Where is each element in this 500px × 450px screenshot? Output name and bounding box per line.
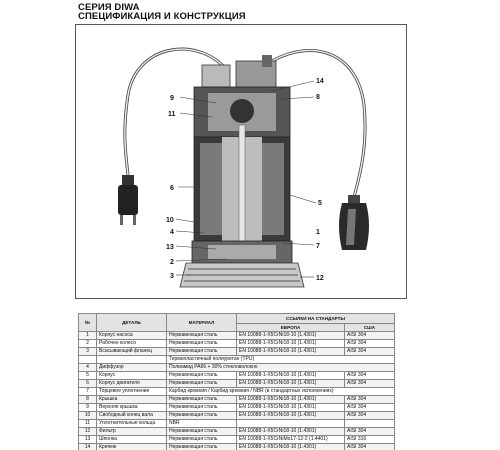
header-usa: США: [345, 324, 395, 332]
table-row: [79, 444, 395, 450]
cell-num: 12: [79, 428, 97, 436]
cell-material: Нержавеющая сталь: [167, 404, 237, 412]
table-row: [79, 412, 395, 420]
cell-detail: Крепеж: [97, 444, 167, 450]
cell-europe: EN 10088-1-X5CrNi18-10 (1.4301): [237, 428, 345, 436]
cell-num: 4: [79, 364, 97, 372]
cell-europe: EN 10088-1-X5CrNi18-10 (1.4301): [237, 444, 345, 450]
cell-material: Нержавеющая сталь: [167, 436, 237, 444]
cell-material: Полиамид PA66 + 30% стекловолокно: [167, 364, 395, 372]
cell-usa: AISI 316: [345, 436, 395, 444]
cell-europe: EN 10088-1-X5CrNi18-10 (1.4301): [237, 348, 345, 356]
table-row: [79, 396, 395, 404]
table-row: [79, 380, 395, 388]
callout-8: 8: [316, 94, 320, 101]
callout-10: 10: [166, 217, 174, 224]
table-row: [79, 436, 395, 444]
cell-material: Карбид кремния / Карбид кремния / NBR (в стандартных исполнениях): [167, 388, 395, 396]
cell-detail: Верхняя крышка: [97, 404, 167, 412]
callout-14: 14: [316, 78, 324, 85]
cell-num: 1: [79, 332, 97, 340]
cell-europe: [237, 420, 345, 428]
callout-1: 1: [316, 229, 320, 236]
cell-detail: Рабочее колесо: [97, 340, 167, 348]
cell-material: Нержавеющая сталь: [167, 340, 237, 348]
cell-material: NBR: [167, 420, 237, 428]
cell-num: 7: [79, 388, 97, 396]
cell-material: Нержавеющая сталь: [167, 380, 237, 388]
callout-5: 5: [318, 200, 322, 207]
cell-europe: EN 10088-1-X5CrNi18-10 (1.4301): [237, 332, 345, 340]
table-row: [79, 332, 395, 340]
callout-12: 12: [316, 275, 324, 282]
table-row: [79, 420, 395, 428]
cell-num: 10: [79, 412, 97, 420]
cell-num: 13: [79, 436, 97, 444]
pump-diagram: [75, 24, 407, 299]
pump-cross-section-drawing: [76, 25, 408, 300]
cell-detail: Фильтр: [97, 428, 167, 436]
table-row: [79, 372, 395, 380]
table-row: [79, 340, 395, 348]
cell-detail: Корпус насоса: [97, 332, 167, 340]
cell-detail: Уплотнительные кольца: [97, 420, 167, 428]
callout-9: 9: [170, 95, 174, 102]
cell-usa: AISI 304: [345, 348, 395, 356]
cell-num: 14: [79, 444, 97, 450]
series-title: СЕРИЯ DIWA: [78, 2, 140, 13]
callout-11: 11: [168, 111, 176, 118]
callout-2: 2: [170, 259, 174, 266]
cell-usa: AISI 304: [345, 396, 395, 404]
section-title: СПЕЦИФИКАЦИЯ И КОНСТРУКЦИЯ: [78, 11, 246, 22]
cell-detail: Крышка: [97, 396, 167, 404]
cell-usa: AISI 304: [345, 404, 395, 412]
cell-europe: EN 10088-1-X5CrNi18-10 (1.4301): [237, 412, 345, 420]
cell-detail: Диффузор: [97, 364, 167, 372]
cell-detail: Свободный конец вала: [97, 412, 167, 420]
cell-detail: [97, 356, 167, 364]
float-switch-icon: [339, 195, 369, 250]
callout-7: 7: [316, 243, 320, 250]
cell-num: 3: [79, 348, 97, 356]
cell-num: 2: [79, 340, 97, 348]
callout-6: 6: [170, 185, 174, 192]
cell-usa: AISI 304: [345, 412, 395, 420]
table-row: [79, 356, 395, 364]
cell-num: 8: [79, 396, 97, 404]
cell-europe: EN 10088-1-X5CrNiMo17-12-2 (1.4401): [237, 436, 345, 444]
cell-usa: AISI 304: [345, 380, 395, 388]
cell-material: Термопластичный полиуретан (TPU): [167, 356, 395, 364]
cell-europe: EN 10088-1-X5CrNi18-10 (1.4301): [237, 404, 345, 412]
cell-detail: Шпонка: [97, 436, 167, 444]
cell-material: Нержавеющая сталь: [167, 428, 237, 436]
cell-detail: Торцевое уплотнение: [97, 388, 167, 396]
cell-europe: EN 10088-1-X5CrNi18-10 (1.4301): [237, 380, 345, 388]
cell-detail: Всасывающий фланец: [97, 348, 167, 356]
spec-table: [78, 313, 395, 450]
pump-body: [180, 55, 304, 287]
cell-europe: EN 10088-1-X5CrNi18-10 (1.4301): [237, 372, 345, 380]
table-row: [79, 428, 395, 436]
cell-material: Нержавеющая сталь: [167, 444, 237, 450]
cell-material: Нержавеющая сталь: [167, 372, 237, 380]
header-europe: ЕВРОПА: [237, 324, 345, 332]
cell-num: 6: [79, 380, 97, 388]
cell-europe: EN 10088-1-X5CrNi18-10 (1.4301): [237, 396, 345, 404]
callout-13: 13: [166, 244, 174, 251]
header-num: №: [79, 314, 97, 332]
cell-num: 9: [79, 404, 97, 412]
cell-usa: AISI 304: [345, 428, 395, 436]
cell-num: 5: [79, 372, 97, 380]
cell-detail: Корпус: [97, 372, 167, 380]
cell-detail: Корпус двигателя: [97, 380, 167, 388]
cell-material: Нержавеющая сталь: [167, 332, 237, 340]
table-row: [79, 404, 395, 412]
spec-table-body: [79, 332, 395, 450]
cell-europe: EN 10088-1-X5CrNi18-10 (1.4301): [237, 340, 345, 348]
table-row: [79, 348, 395, 356]
header-detail: ДЕТАЛЬ: [97, 314, 167, 332]
cell-num: [79, 356, 97, 364]
cell-usa: AISI 304: [345, 372, 395, 380]
cell-usa: AISI 304: [345, 340, 395, 348]
cell-material: Нержавеющая сталь: [167, 412, 237, 420]
callout-3: 3: [170, 273, 174, 280]
table-row: [79, 388, 395, 396]
plug-icon: [118, 175, 138, 225]
header-standards: ССЫЛКИ НА СТАНДАРТЫ: [237, 314, 395, 324]
cell-material: Нержавеющая сталь: [167, 348, 237, 356]
callout-4: 4: [170, 229, 174, 236]
cell-usa: AISI 304: [345, 332, 395, 340]
table-row: [79, 364, 395, 372]
cell-usa: AISI 304: [345, 444, 395, 450]
cell-num: 11: [79, 420, 97, 428]
cell-usa: [345, 420, 395, 428]
header-material: МАТЕРИАЛ: [167, 314, 237, 332]
cell-material: Нержавеющая сталь: [167, 396, 237, 404]
